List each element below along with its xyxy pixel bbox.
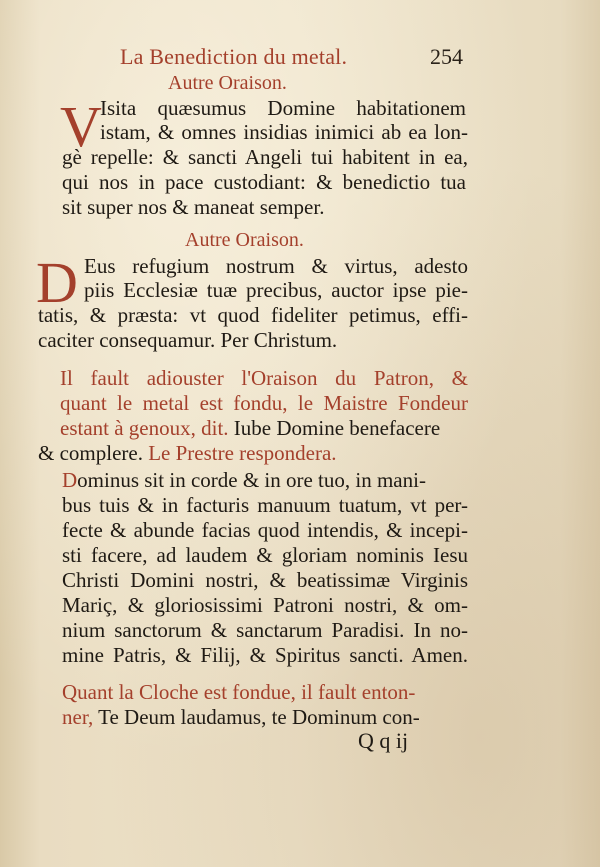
rubric-response-line-2 <box>38 441 337 465</box>
rubric-line-cloche: Quant la Cloche est fondue, il fault enton- <box>62 680 416 704</box>
rubric-line: quant le metal est fondu, le Maistre Fondeur <box>60 391 468 415</box>
drop-cap-v: V <box>60 94 102 159</box>
folio-number: 254 <box>430 44 463 69</box>
text-line: piis Ecclesiæ tuæ precibus, auctor ipse pie- <box>84 278 468 302</box>
text-line: bus tuis & in facturis manuum tuatum, vt per- <box>62 493 468 517</box>
prayer-initial: D <box>62 468 78 492</box>
text-line: Eus refugium nostrum & virtus, adesto <box>84 254 468 278</box>
section-heading-1: Autre Oraison. <box>168 72 287 94</box>
text-line: sti facere, ad laudem & gloriam nominis Iesu <box>62 543 468 567</box>
text-line: qui nos in pace custodiant: & benedictio tua <box>62 170 466 194</box>
response-text: Iube Domine benefacere <box>233 416 441 440</box>
text-line: tatis, & præsta: vt quod fideliter petimus, effi- <box>38 303 468 327</box>
prayer-first-line <box>62 468 468 492</box>
te-deum-text: Te Deum laudamus, te Dominum con- <box>98 705 420 729</box>
text-line: nium sanctorum & sanctarum Paradisi. In no- <box>62 618 468 642</box>
text-line: sit super nos & maneat semper. <box>62 195 325 219</box>
rubric-text: estant à genoux, dit. <box>60 416 229 440</box>
text-line: caciter consequamur. Per Christum. <box>38 328 338 352</box>
response-text-cont: & complere. <box>38 441 143 465</box>
rubric-priest-response: Le Prestre respondera. <box>148 441 337 465</box>
rubric-ner: ner, <box>62 705 94 729</box>
text-line: gè repelle: & sancti Angeli tui habitent in ea, <box>62 145 468 169</box>
rubric-line: Il fault adiouster l'Oraison du Patron, & <box>60 366 468 390</box>
text-line: mine Patris, & Filij, & Spiritus sancti. Amen. <box>62 643 468 667</box>
prayer-line-0: ominus sit in corde & in ore tuo, in mani- <box>77 468 426 492</box>
text-line: Christi Domini nostri, & beatissimæ Virginis <box>62 568 468 592</box>
signature-mark: Q q ij <box>358 728 409 753</box>
text-line: Isita quæsumus Domine habitationem <box>100 96 466 120</box>
section-heading-2: Autre Oraison. <box>185 229 304 251</box>
text-line: Mariç, & gloriosissimi Patroni nostri, & om- <box>62 593 468 617</box>
running-header-title: La Benediction du metal. <box>120 44 348 69</box>
text-line: istam, & omnes insidias inimici ab ea lon- <box>100 120 468 144</box>
drop-cap-d: D <box>36 250 78 315</box>
rubric-line-tedeum <box>62 705 420 729</box>
rubric-response-line <box>60 416 440 440</box>
text-line: fecte & abunde facias quod intendis, & incepi- <box>62 518 468 542</box>
